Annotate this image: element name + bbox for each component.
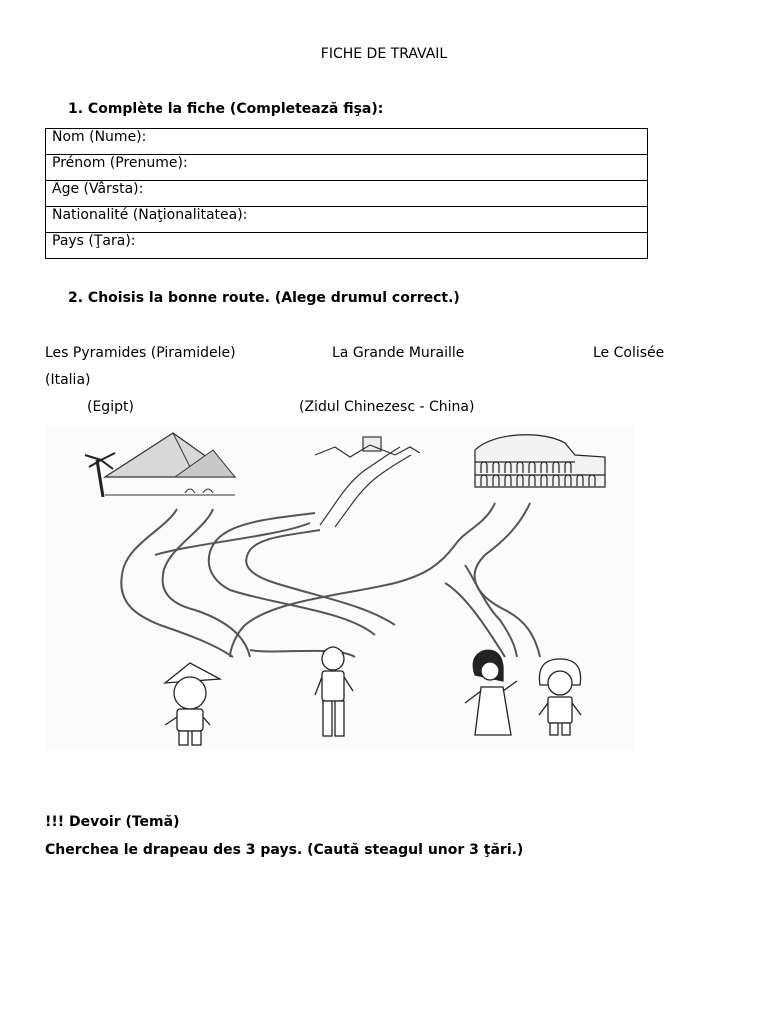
- form-row-nationality[interactable]: Nationalité (Naţionalitatea):: [46, 207, 648, 233]
- child-egyptian-boy: [539, 659, 581, 735]
- child-egyptian-girl: [465, 650, 517, 735]
- form-row-country[interactable]: Pays (Ţara):: [46, 233, 648, 259]
- colosseum-country: (Italia): [45, 372, 91, 388]
- colosseum-picture: [475, 435, 605, 487]
- homework-text: Cherchea le drapeau des 3 pays. (Caută steagul unor 3 ţări.): [45, 842, 524, 858]
- maze-illustration: [45, 425, 633, 751]
- great-wall-picture: [315, 437, 420, 527]
- place-great-wall: La Grande Muraille: [332, 345, 465, 361]
- child-boy: [315, 647, 353, 736]
- maze-road: [445, 583, 505, 657]
- form-row-firstname[interactable]: Prénom (Prenume):: [46, 155, 648, 181]
- maze-road: [121, 509, 233, 657]
- pyramids-picture: [85, 433, 235, 497]
- great-wall-country: (Zidul Chinezesc - China): [299, 399, 475, 415]
- child-chinese-boy: [165, 663, 220, 745]
- maze-road: [155, 523, 310, 555]
- pyramids-country: (Egipt): [87, 399, 134, 415]
- page-title: FICHE DE TRAVAIL: [320, 46, 448, 62]
- homework-title: !!! Devoir (Temă): [45, 814, 180, 830]
- maze-road: [230, 503, 495, 657]
- personal-info-form: [45, 128, 648, 259]
- form-row-name[interactable]: Nom (Nume):: [46, 129, 648, 155]
- place-pyramids: Les Pyramides (Piramidele): [45, 345, 236, 361]
- section2-heading: 2. Choisis la bonne route. (Alege drumul correct.): [68, 290, 460, 306]
- maze-road: [209, 513, 375, 635]
- section1-heading: 1. Complète la fiche (Completează fişa):: [68, 101, 384, 117]
- form-row-age[interactable]: Âge (Vârsta):: [46, 181, 648, 207]
- place-colosseum: Le Colisée: [593, 345, 665, 361]
